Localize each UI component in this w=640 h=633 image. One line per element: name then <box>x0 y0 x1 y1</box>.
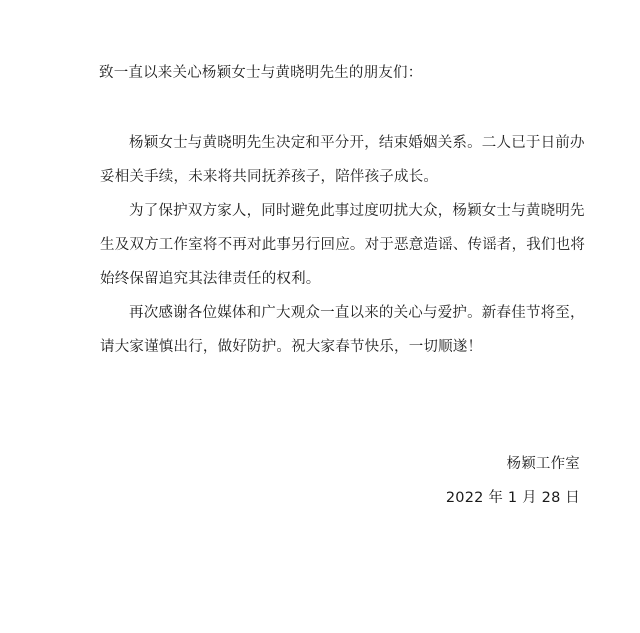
paragraph-2: 为了保护双方家人，同时避免此事过度叨扰大众，杨颖女士与黄晓明先生及双方工作室将不再对此事另行回应。对于恶意造谣、传谣者，我们也将始终保留追究其法律责任的权利。 <box>100 203 586 287</box>
signature: 杨颖工作室 <box>506 456 580 472</box>
salutation: 致一直以来关心杨颖女士与黄晓明先生的朋友们： <box>99 65 423 81</box>
date: 2022 年 1 月 28 日 <box>445 490 580 506</box>
paragraph-1: 杨颖女士与黄晓明先生决定和平分开，结束婚姻关系。二人已于日前办妥相关手续，未来将共同抚养孩子，陪伴孩子成长。 <box>100 135 585 185</box>
paragraph-3: 再次感谢各位媒体和广大观众一直以来的关心与爱护。新春佳节将至，请大家谨慎出行，做好防护。祝大家春节快乐，一切顺遂！ <box>100 305 585 355</box>
